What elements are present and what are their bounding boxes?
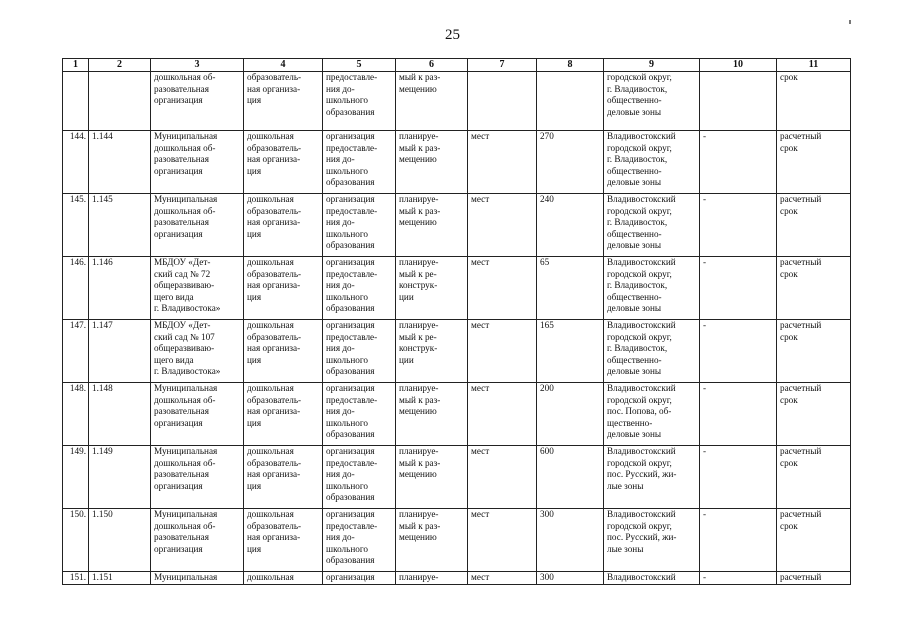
object-code: 1.149 (89, 446, 151, 509)
object-type: дошкольная образователь- ная организа- ция (244, 320, 323, 383)
object-name: МБДОУ «Дет- ский сад № 72 общеразвиваю- щего вида г. Владивостока» (151, 257, 244, 320)
object-code: 1.144 (89, 131, 151, 194)
term: расчетный срок (777, 194, 851, 257)
term: расчетный срок (777, 446, 851, 509)
object-status: планируе- мый к ре- конструк- ции (396, 257, 468, 320)
column-header: 4 (244, 59, 323, 72)
object-status: планируе- (396, 572, 468, 585)
term: расчетный срок (777, 383, 851, 446)
object-code: 1.146 (89, 257, 151, 320)
object-code: 1.145 (89, 194, 151, 257)
zone-info: - (700, 509, 777, 572)
object-purpose: организация предоставле- ния до- школьного образования (323, 446, 396, 509)
column-header: 7 (468, 59, 537, 72)
object-name: Муниципальная дошкольная об- разовательная организация (151, 446, 244, 509)
object-type: дошкольная образователь- ная организа- ция (244, 509, 323, 572)
term: расчетный срок (777, 320, 851, 383)
table-row (63, 131, 851, 194)
column-header: 1 (63, 59, 89, 72)
unit: мест (468, 383, 537, 446)
column-header: 6 (396, 59, 468, 72)
unit (468, 72, 537, 131)
table-row (63, 320, 851, 383)
object-code: 1.150 (89, 509, 151, 572)
zone-info: - (700, 446, 777, 509)
object-status: планируе- мый к раз- мещению (396, 194, 468, 257)
object-purpose: организация предоставле- ния до- школьного образования (323, 131, 396, 194)
row-number: 151. (63, 572, 89, 585)
location: Владивостокский городской округ, г. Владивосток, общественно- деловые зоны (604, 320, 700, 383)
term: срок (777, 72, 851, 131)
object-code: 1.147 (89, 320, 151, 383)
object-status: планируе- мый к раз- мещению (396, 131, 468, 194)
table-row (63, 72, 851, 131)
object-name: МБДОУ «Дет- ский сад № 107 общеразвиваю- щего вида г. Владивостока» (151, 320, 244, 383)
object-name: Муниципальная (151, 572, 244, 585)
object-type: дошкольная (244, 572, 323, 585)
table-row (63, 383, 851, 446)
location: Владивостокский городской округ, г. Владивосток, общественно- деловые зоны (604, 131, 700, 194)
object-status: планируе- мый к ре- конструк- ции (396, 320, 468, 383)
table-header-row (63, 59, 851, 72)
location: Владивостокский городской округ, пос. Русский, жи- лые зоны (604, 509, 700, 572)
object-code: 1.148 (89, 383, 151, 446)
location: Владивостокский (604, 572, 700, 585)
location: Владивостокский городской округ, г. Владивосток, общественно- деловые зоны (604, 194, 700, 257)
planning-table (62, 58, 851, 585)
table-row (63, 509, 851, 572)
object-code: 1.151 (89, 572, 151, 585)
location: Владивостокский городской округ, пос. Попова, об- щественно- деловые зоны (604, 383, 700, 446)
column-header: 10 (700, 59, 777, 72)
object-type: дошкольная образователь- ная организа- ция (244, 446, 323, 509)
capacity (537, 72, 604, 131)
term: расчетный (777, 572, 851, 585)
zone-info: - (700, 320, 777, 383)
column-header: 3 (151, 59, 244, 72)
term: расчетный срок (777, 257, 851, 320)
object-code (89, 72, 151, 131)
object-type: дошкольная образователь- ная организа- ция (244, 383, 323, 446)
object-purpose: организация предоставле- ния до- школьного образования (323, 257, 396, 320)
capacity: 65 (537, 257, 604, 320)
column-header: 9 (604, 59, 700, 72)
capacity: 600 (537, 446, 604, 509)
object-name: Муниципальная дошкольная об- разовательная организация (151, 509, 244, 572)
location: Владивостокский городской округ, г. Владивосток, общественно- деловые зоны (604, 257, 700, 320)
location: Владивостокский городской округ, пос. Русский, жи- лые зоны (604, 446, 700, 509)
row-number: 150. (63, 509, 89, 572)
table-row (63, 446, 851, 509)
row-number: 148. (63, 383, 89, 446)
row-number: 145. (63, 194, 89, 257)
row-number (63, 72, 89, 131)
row-number: 144. (63, 131, 89, 194)
object-type: дошкольная образователь- ная организа- ция (244, 131, 323, 194)
zone-info: - (700, 131, 777, 194)
object-purpose: организация предоставле- ния до- школьного образования (323, 509, 396, 572)
unit: мест (468, 572, 537, 585)
unit: мест (468, 131, 537, 194)
object-purpose: организация предоставле- ния до- школьного образования (323, 320, 396, 383)
zone-info: - (700, 383, 777, 446)
table-row (63, 572, 851, 585)
column-header: 5 (323, 59, 396, 72)
column-header: 2 (89, 59, 151, 72)
row-number: 149. (63, 446, 89, 509)
zone-info: - (700, 257, 777, 320)
object-purpose: предоставле- ния до- школьного образования (323, 72, 396, 131)
object-status: планируе- мый к раз- мещению (396, 509, 468, 572)
object-type: дошкольная образователь- ная организа- ция (244, 257, 323, 320)
unit: мест (468, 509, 537, 572)
object-status: планируе- мый к раз- мещению (396, 446, 468, 509)
capacity: 240 (537, 194, 604, 257)
row-number: 147. (63, 320, 89, 383)
object-purpose: организация предоставле- ния до- школьного образования (323, 194, 396, 257)
object-status: планируе- мый к раз- мещению (396, 383, 468, 446)
table-row (63, 194, 851, 257)
unit: мест (468, 446, 537, 509)
zone-info: - (700, 194, 777, 257)
column-header: 11 (777, 59, 851, 72)
scan-edge-mark (849, 20, 851, 24)
object-type: образователь- ная организа- ция (244, 72, 323, 131)
object-purpose: организация предоставле- ния до- школьного образования (323, 383, 396, 446)
location: городской округ, г. Владивосток, общественно- деловые зоны (604, 72, 700, 131)
capacity: 200 (537, 383, 604, 446)
unit: мест (468, 320, 537, 383)
object-status: мый к раз- мещению (396, 72, 468, 131)
term: расчетный срок (777, 131, 851, 194)
object-name: Муниципальная дошкольная об- разовательная организация (151, 383, 244, 446)
row-number: 146. (63, 257, 89, 320)
object-type: дошкольная образователь- ная организа- ция (244, 194, 323, 257)
object-name: Муниципальная дошкольная об- разовательная организация (151, 131, 244, 194)
capacity: 270 (537, 131, 604, 194)
table-row (63, 257, 851, 320)
zone-info: - (700, 572, 777, 585)
zone-info (700, 72, 777, 131)
capacity: 300 (537, 509, 604, 572)
column-header: 8 (537, 59, 604, 72)
page-number: 25 (445, 27, 460, 43)
unit: мест (468, 194, 537, 257)
object-purpose: организация (323, 572, 396, 585)
capacity: 165 (537, 320, 604, 383)
capacity: 300 (537, 572, 604, 585)
object-name: Муниципальная дошкольная об- разовательная организация (151, 194, 244, 257)
term: расчетный срок (777, 509, 851, 572)
object-name: дошкольная об- разовательная организация (151, 72, 244, 131)
unit: мест (468, 257, 537, 320)
